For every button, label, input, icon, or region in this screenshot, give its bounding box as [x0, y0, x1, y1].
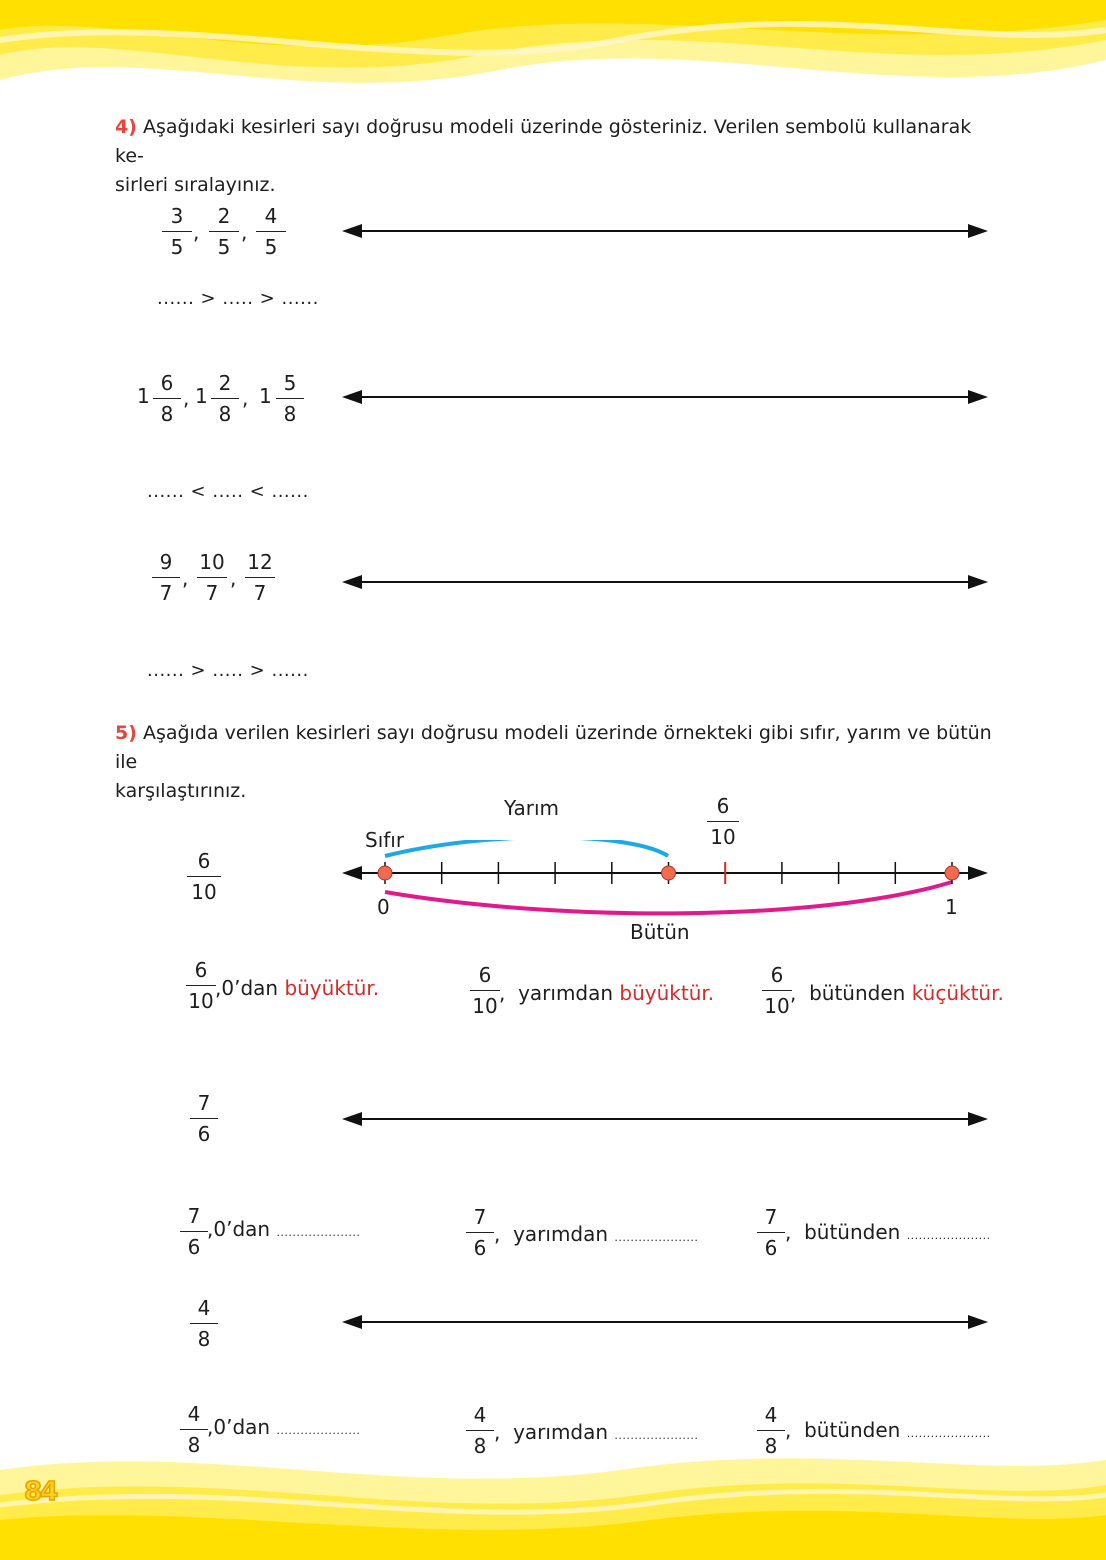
q4-number: 4)	[115, 116, 137, 138]
q4-row2-order: ...... < ..... < ......	[147, 481, 309, 502]
ex1-s3-frac: 7 6	[757, 1206, 785, 1259]
q4-row2-whole2: 1	[195, 384, 208, 408]
ex2-s2[interactable]: , yarımdan .....................	[494, 1420, 699, 1444]
q4-row3-frac1: 9 7	[152, 551, 180, 604]
ex1-number-line[interactable]	[340, 1108, 990, 1130]
q4-number-line-1[interactable]	[340, 220, 990, 242]
example-s2: , yarımdan büyüktür.	[499, 981, 715, 1005]
ex2-number-line[interactable]	[340, 1311, 990, 1333]
top-banner-decoration	[0, 0, 1106, 110]
label-sifir: Sıfır	[365, 828, 405, 852]
q4-text: Aşağıdaki kesirleri sayı doğrusu modeli üzerinde gösteriniz. Verilen sembolü kullanarak ke-	[115, 116, 972, 167]
ex1-s2-frac: 7 6	[466, 1206, 494, 1259]
q5-number: 5)	[115, 722, 137, 744]
ex1-s1-frac: 7 6	[180, 1205, 208, 1258]
ex2-frac: 4 8	[190, 1297, 218, 1350]
arc-yarim	[385, 840, 668, 856]
q5-heading	[115, 719, 1005, 806]
q4-row2-frac3: 5 8	[276, 372, 304, 425]
arrow-right-icon	[968, 866, 988, 880]
q4-row2-frac2: 2 8	[211, 372, 239, 425]
q5-text-line2: karşılaştırınız.	[115, 780, 247, 802]
arrow-left-icon	[342, 866, 362, 880]
q4-text-line2: sirleri sıralayınız.	[115, 174, 276, 196]
reference-point	[662, 866, 676, 880]
q4-number-line-3[interactable]	[340, 571, 990, 593]
q4-row2-frac1: 6 8	[153, 372, 181, 425]
ex2-s3[interactable]: , bütünden .....................	[785, 1418, 991, 1442]
q4-row1-frac1: 3 5	[162, 205, 192, 258]
q4-row3-frac3: 12 7	[245, 551, 275, 604]
label-yarim: Yarım	[504, 796, 559, 820]
ex2-s2-frac: 4 8	[466, 1404, 494, 1457]
q4-row1-frac2: 2 5	[209, 205, 239, 258]
example-s3-result: küçüktür.	[911, 981, 1004, 1005]
example-s1-result: büyüktür.	[284, 976, 380, 1000]
label-butun: Bütün	[630, 920, 690, 944]
example-s3: , bütünden küçüktür.	[790, 981, 1004, 1005]
reference-point	[378, 866, 392, 880]
q4-number-line-2[interactable]	[340, 386, 990, 408]
q4-row1-order: ...... > ..... > ......	[157, 288, 319, 309]
arc-butun	[385, 882, 952, 913]
example-s2-frac: 6 10	[470, 964, 500, 1017]
ex2-s1-frac: 4 8	[180, 1403, 208, 1456]
ex2-s3-frac: 4 8	[757, 1404, 785, 1457]
q5-text: Aşağıda verilen kesirleri sayı doğrusu modeli üzerinde örnekteki gibi sıfır, yarım ve bütün ile	[115, 722, 992, 773]
ex1-s2[interactable]: , yarımdan .....................	[494, 1222, 699, 1246]
example-s2-result: büyüktür.	[619, 981, 715, 1005]
axis-one-label: 1	[945, 895, 958, 919]
example-s1: ,0’dan büyüktür.	[215, 976, 380, 1000]
ex1-s3[interactable]: , bütünden .....................	[785, 1220, 991, 1244]
ex1-frac: 7 6	[190, 1092, 218, 1145]
example-s1-frac: 6 10	[186, 959, 216, 1012]
q4-heading	[115, 113, 1005, 200]
example-marked-frac: 6 10	[707, 795, 739, 848]
bottom-banner-decoration	[0, 1440, 1106, 1560]
q4-row1-frac3: 4 5	[256, 205, 286, 258]
q4-row3-order: ...... > ..... > ......	[147, 660, 309, 681]
q4-row2-whole1: 1	[137, 384, 150, 408]
example-s3-frac: 6 10	[762, 964, 792, 1017]
ex2-s1[interactable]: ,0’dan .....................	[207, 1415, 361, 1439]
q4-row3-frac2: 10 7	[197, 551, 227, 604]
q4-row2-whole3: 1	[259, 384, 272, 408]
q5-example-number-line	[340, 840, 992, 920]
ex1-s1[interactable]: ,0’dan .....................	[207, 1217, 361, 1241]
axis-zero-label: 0	[377, 895, 390, 919]
q5-example-frac: 6 10	[187, 850, 221, 903]
page-number: 84	[24, 1477, 57, 1507]
reference-point	[945, 866, 959, 880]
